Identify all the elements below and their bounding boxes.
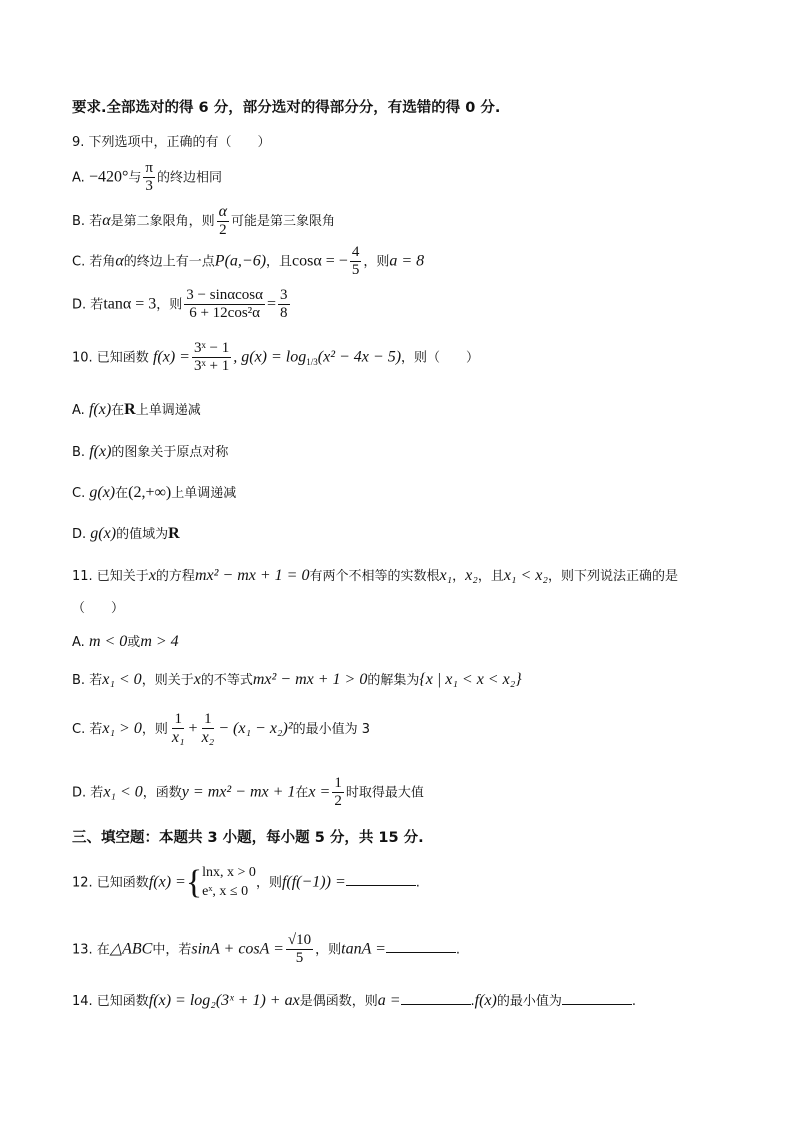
option-label: D. (72, 527, 87, 542)
tan-expr: tanA = (341, 940, 386, 958)
q10-option-c (72, 483, 236, 502)
text: 的终边上有一点 (123, 254, 215, 270)
denominator: 3 (145, 178, 153, 195)
text: ，则关于 (141, 673, 194, 688)
text: 在 (115, 486, 129, 501)
q10-option-b (72, 442, 228, 461)
text: 若 (89, 213, 103, 229)
text: 12. 已知函数 (72, 875, 149, 891)
log-base: 1/3 (306, 356, 318, 367)
text: 上单调递减 (171, 486, 237, 501)
expr: sinA + cosA = (191, 940, 284, 958)
q12-stem (72, 864, 420, 902)
var-x: x (148, 567, 156, 584)
denominator: x₁ (171, 729, 185, 747)
requirement-line: 要求.全部选对的得 6 分，部分选对的得部分分，有选错的得 0 分. (72, 100, 501, 116)
expr: x₁ < 0 (102, 671, 142, 688)
f-def: f(x) = (148, 873, 186, 891)
f-def: f(x) = (152, 348, 190, 366)
fx: f(x) (89, 443, 112, 460)
numerator: α (217, 203, 229, 222)
real-set: R (124, 401, 136, 418)
answer-blank-min[interactable] (562, 990, 632, 1005)
q11-stem (72, 566, 678, 585)
text: 14. 已知函数 (72, 994, 149, 1009)
fraction (200, 711, 217, 748)
q11-option-c (72, 711, 370, 748)
q9-option-d (72, 287, 292, 323)
fraction (286, 932, 313, 968)
text: 的最小值为 3 (292, 721, 371, 737)
option-label: A. (72, 635, 85, 650)
text: 的解集为 (367, 673, 420, 688)
text: 是偶函数，则 (299, 994, 378, 1009)
equation: mx² − mx + 1 = 0 (194, 567, 310, 584)
text: 若 (89, 673, 103, 688)
text: ，则下列说法正确的是 (547, 569, 678, 584)
option-label: C. (72, 254, 86, 270)
text: 有两个不相等的实数根 (309, 569, 440, 584)
section-3-title: 三、填空题：本题共 3 小题，每小题 5 分，共 15 分. (72, 830, 424, 846)
expr: f(f(−1)) = (281, 873, 346, 891)
text: ， (452, 569, 466, 584)
numerator: 3 − sinαcosα (184, 287, 265, 305)
text: ，则 (156, 297, 183, 313)
option-label: D. (72, 785, 87, 801)
answer-blank[interactable] (386, 938, 456, 953)
tan-expr: tanα = 3 (103, 295, 157, 313)
text: ，则（ ） (401, 350, 480, 366)
answer-blank-a[interactable] (401, 990, 471, 1005)
text: ，且 (266, 254, 293, 270)
text: 的图象关于原点对称 (111, 445, 229, 460)
text: . (470, 994, 475, 1009)
answer-blank[interactable] (346, 871, 416, 886)
numerator: 4 (350, 244, 362, 262)
expr: x₁ < 0 (103, 783, 143, 801)
denominator: 2 (334, 793, 342, 810)
q9-option-a (72, 160, 222, 196)
numerator: 3ˣ − 1 (192, 340, 231, 358)
q9-option-c (72, 244, 424, 280)
numerator: 1 (332, 775, 344, 793)
fraction (350, 244, 362, 280)
denominator: 5 (295, 950, 304, 967)
interval: (2,+∞) (128, 484, 172, 501)
fx: f(x) (88, 401, 112, 418)
inequality: mx² − mx + 1 > 0 (252, 671, 368, 688)
expr: m > 4 (140, 633, 179, 650)
text: 时取得最大值 (345, 785, 424, 801)
text: 的最小值为 (496, 994, 562, 1009)
root-x2: x₂ (465, 567, 478, 584)
text: 13. 在 (72, 942, 110, 958)
denominator: 2 (219, 222, 227, 239)
text: 是第二象限角，则 (110, 213, 215, 229)
alpha: α (115, 252, 124, 270)
q9-stem: 9. 下列选项中，正确的有（ ） (72, 135, 271, 150)
q11-option-b (72, 670, 522, 689)
fx: f(x) (474, 992, 497, 1009)
fraction (170, 711, 187, 748)
var-x: x (193, 671, 201, 688)
plus: + (188, 719, 198, 737)
denominator: 5 (351, 262, 360, 279)
q11-option-d (72, 775, 424, 811)
text: 若 (90, 297, 104, 313)
real-set: R (168, 525, 180, 542)
case-1: lnx, x > 0 (202, 865, 256, 880)
piecewise-cases (202, 864, 256, 902)
text: ，且 (477, 569, 504, 584)
alpha: α (102, 211, 111, 229)
text: 与 (128, 170, 142, 186)
cos-expr: cosα = − (292, 252, 348, 270)
expr: x₁ > 0 (102, 719, 142, 737)
math-expr: −420° (88, 168, 129, 186)
text: 的方程 (155, 569, 195, 584)
text: 11. 已知关于 (72, 569, 149, 584)
q10-option-a (72, 400, 201, 419)
option-label: B. (72, 213, 86, 229)
equals: = (266, 295, 276, 313)
point: P(a,−6) (214, 252, 267, 270)
fraction (217, 203, 229, 240)
triangle: △ABC (109, 940, 153, 958)
g-arg: (x² − 4x − 5) (317, 348, 402, 366)
fraction (143, 160, 155, 196)
q10-stem (72, 340, 479, 376)
text: ，则 (255, 875, 282, 891)
root-x1: x₁ (439, 567, 453, 584)
option-label: C. (72, 721, 86, 737)
text: ，则 (141, 721, 168, 737)
numerator: 3 (278, 287, 290, 305)
gx: g(x) (89, 484, 116, 501)
text: 的不等式 (200, 673, 253, 688)
fraction (278, 287, 290, 323)
q11-paren: （ ） (72, 601, 125, 616)
q11-option-a (72, 632, 179, 651)
var-a: a = (377, 992, 401, 1009)
text: 若 (89, 721, 103, 737)
fraction (192, 340, 231, 376)
denominator: x₂ (201, 729, 215, 747)
text: 在 (295, 785, 309, 801)
function-expr: y = mx² − mx + 1 (181, 783, 296, 801)
text: 10. 已知函数 (72, 350, 149, 366)
g-def: , g(x) = log (233, 348, 307, 366)
expr: m < 0 (88, 633, 128, 650)
expr: − (x₁ − x₂)² (218, 719, 293, 737)
q13-stem (72, 932, 460, 968)
option-label: A. (72, 170, 85, 186)
case-2: eˣ, x ≤ 0 (202, 883, 249, 899)
text: . (455, 942, 461, 958)
gx: g(x) (90, 525, 117, 542)
numerator: 1 (172, 711, 184, 729)
option-label: B. (72, 445, 86, 460)
condition: x₁ < x₂ (503, 567, 548, 584)
text: 在 (111, 403, 125, 418)
text: 或 (127, 635, 141, 650)
numerator: √10 (286, 932, 313, 950)
result: a = 8 (389, 252, 425, 270)
option-label: D. (72, 297, 87, 313)
text: . (415, 875, 420, 891)
text: 的值域为 (116, 527, 169, 542)
q14-stem (72, 990, 636, 1010)
fraction (184, 287, 265, 323)
text: 可能是第三象限角 (231, 213, 336, 229)
text: 的终边相同 (156, 170, 222, 186)
text: ，函数 (142, 785, 182, 801)
denominator: 3ˣ + 1 (193, 358, 230, 375)
text: ，则 (363, 254, 390, 270)
q9-option-b (72, 203, 335, 240)
solution-set: {x | x₁ < x < x₂} (419, 671, 522, 688)
text: 若 (90, 785, 104, 801)
text: . (631, 994, 636, 1009)
numerator: 1 (202, 711, 214, 729)
text: 中，若 (152, 942, 192, 958)
denominator: 6 + 12cos²α (189, 305, 261, 322)
q10-option-d (72, 524, 180, 543)
fraction (332, 775, 344, 811)
f-def: f(x) = log₂(3ˣ + 1) + ax (148, 992, 300, 1009)
option-label: B. (72, 673, 86, 688)
denominator: 8 (280, 305, 288, 322)
text: 上单调递减 (135, 403, 201, 418)
expr: x = (308, 783, 331, 801)
option-label: C. (72, 486, 86, 501)
numerator: π (143, 160, 155, 178)
option-label: A. (72, 403, 85, 418)
text: 若角 (89, 254, 116, 270)
text: ，则 (315, 942, 342, 958)
brace: { (185, 863, 203, 901)
